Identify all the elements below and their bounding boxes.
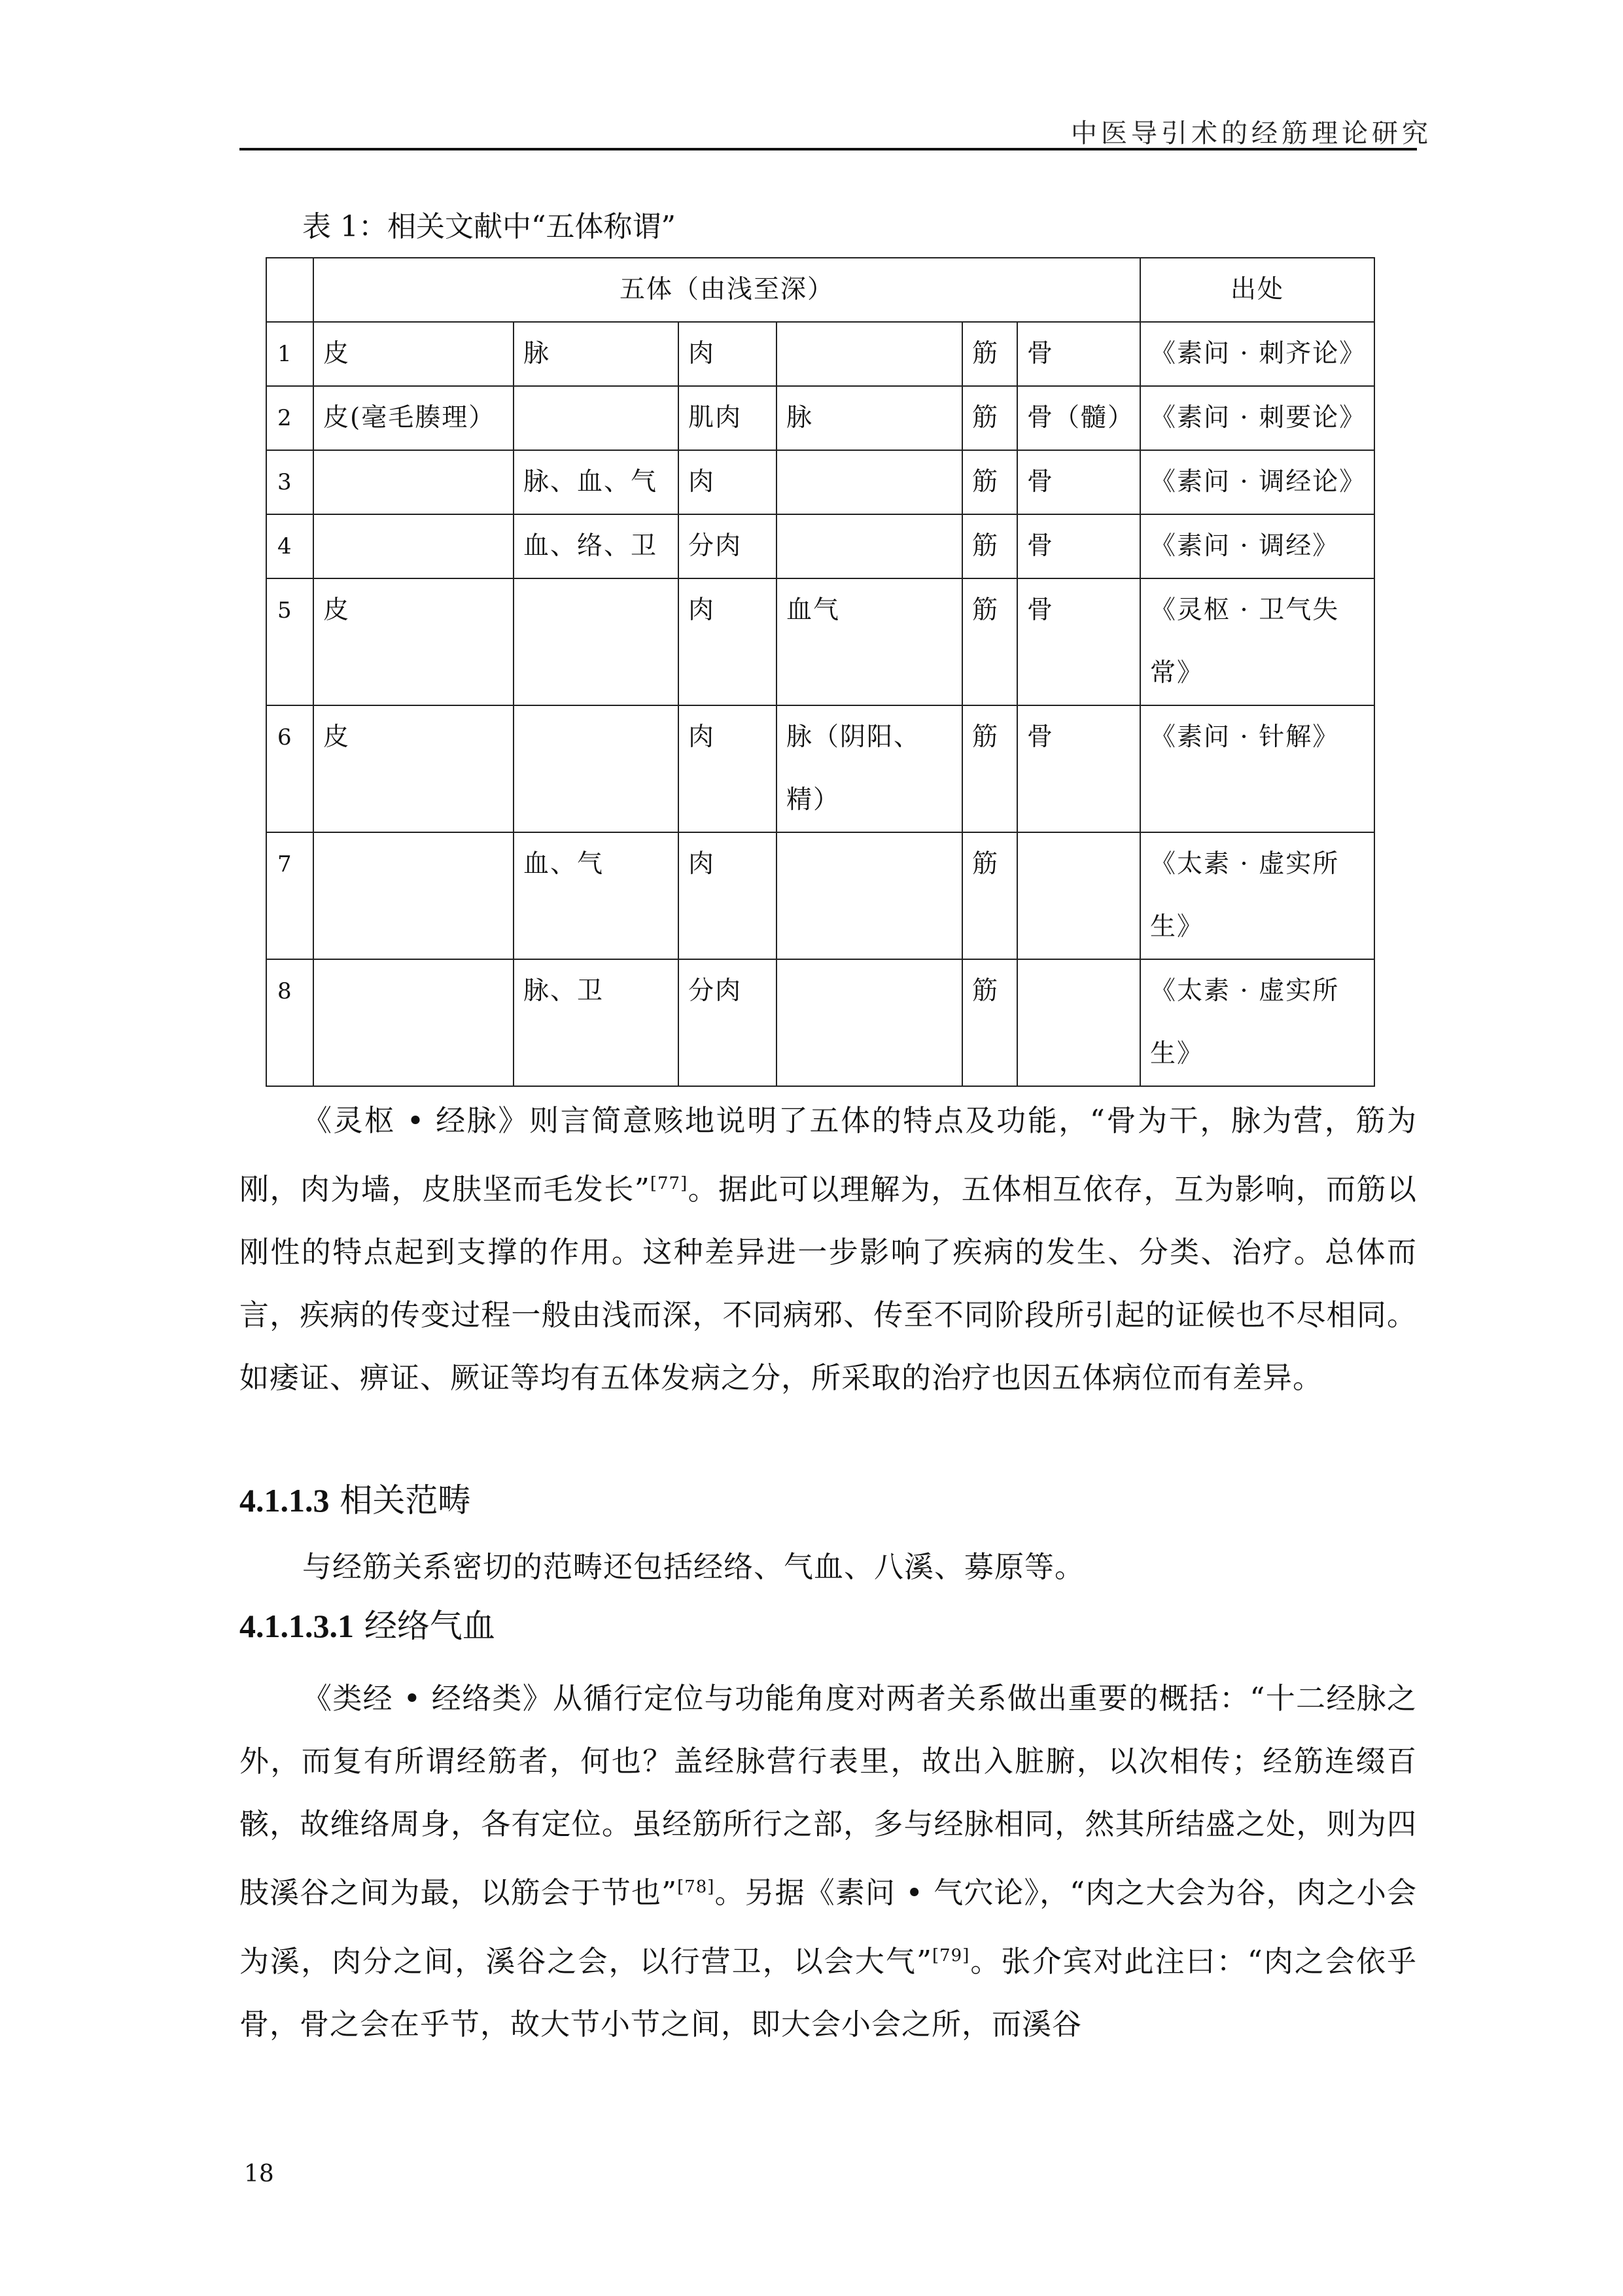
section-title: 经络气血 bbox=[364, 1607, 495, 1645]
table-cell bbox=[313, 832, 514, 959]
header-depth: 五体（由浅至深） bbox=[313, 258, 1140, 322]
running-head: 中医导引术的经筋理论研究 bbox=[1071, 118, 1432, 149]
citation-77: [77] bbox=[650, 1174, 688, 1193]
table-cell bbox=[514, 705, 678, 832]
table-row bbox=[266, 832, 1374, 959]
row-number: 7 bbox=[266, 832, 313, 959]
cell-line: 脉（阴阳、 bbox=[786, 722, 921, 752]
source-cell bbox=[1140, 578, 1374, 705]
table-cell: 脉、卫 bbox=[514, 959, 678, 1086]
table-cell: 肉 bbox=[678, 322, 777, 386]
cell-line: 精） bbox=[786, 785, 841, 815]
table-cell bbox=[514, 386, 678, 450]
section-number: 4.1.1.3 bbox=[239, 1482, 330, 1519]
table-cell bbox=[1017, 832, 1140, 959]
table-caption: 表 1：相关文献中“五体称谓” bbox=[302, 210, 676, 243]
source-cell: 《素问 · 刺要论》 bbox=[1140, 386, 1374, 450]
source-line: 常》 bbox=[1150, 658, 1204, 688]
row-number: 3 bbox=[266, 450, 313, 514]
table-row bbox=[266, 705, 1374, 832]
source-line: 生》 bbox=[1150, 912, 1204, 942]
table-cell: 皮 bbox=[313, 705, 514, 832]
table-cell bbox=[777, 514, 962, 578]
source-cell: 《素问 · 刺齐论》 bbox=[1140, 322, 1374, 386]
table-cell: 脉、血、气 bbox=[514, 450, 678, 514]
row-number: 2 bbox=[266, 386, 313, 450]
source-line: 《太素 · 虚实所 bbox=[1150, 976, 1340, 1006]
table-cell bbox=[313, 450, 514, 514]
source-cell: 《素问 · 调经》 bbox=[1140, 514, 1374, 578]
source-line: 《太素 · 虚实所 bbox=[1150, 849, 1340, 879]
table-cell: 血气 bbox=[777, 578, 962, 705]
source-cell: 《素问 · 针解》 bbox=[1140, 705, 1374, 832]
table-cell: 骨（髓） bbox=[1017, 386, 1140, 450]
table-cell: 皮 bbox=[313, 578, 514, 705]
table-cell: 血、络、卫 bbox=[514, 514, 678, 578]
table-cell bbox=[514, 578, 678, 705]
table-cell: 脉 bbox=[777, 386, 962, 450]
table-cell: 筋 bbox=[962, 322, 1017, 386]
citation-79: [79] bbox=[932, 1946, 970, 1966]
citation-78: [78] bbox=[677, 1877, 715, 1897]
table-cell bbox=[777, 705, 962, 832]
table-cell: 筋 bbox=[962, 450, 1017, 514]
page-number: 18 bbox=[244, 2161, 274, 2187]
header-blank-cell bbox=[266, 258, 313, 322]
section-number: 4.1.1.3.1 bbox=[239, 1608, 354, 1644]
table-cell bbox=[777, 322, 962, 386]
section-heading-4-1-1-3-1 bbox=[239, 1600, 495, 1647]
table-cell bbox=[777, 959, 962, 1086]
row-number: 4 bbox=[266, 514, 313, 578]
source-cell bbox=[1140, 959, 1374, 1086]
source-cell: 《素问 · 调经论》 bbox=[1140, 450, 1374, 514]
table-cell: 肌肉 bbox=[678, 386, 777, 450]
header-rule bbox=[239, 148, 1417, 150]
table-cell: 肉 bbox=[678, 832, 777, 959]
table-cell: 筋 bbox=[962, 514, 1017, 578]
table-cell: 骨 bbox=[1017, 514, 1140, 578]
table-row bbox=[266, 959, 1374, 1086]
row-number: 8 bbox=[266, 959, 313, 1086]
header-source: 出处 bbox=[1140, 258, 1374, 322]
paragraph-related-categories bbox=[239, 1536, 1417, 1598]
table-cell bbox=[313, 959, 514, 1086]
paragraph-five-body: 《灵枢 • 经脉》则言简意赅地说明了五体的特点及功能，“骨为干，脉为营，筋为刚，肉为墙，皮肤坚而毛发长”[77]。据此可以理解为，五体相互依存，互为影响，而筋以刚性的特点起到支撑的作用。这种差异进一步影响了疾病的发生、分类、治疗。总体而言，疾病的传变过程一般由浅而深，不同病邪、传至不同阶段所引起的证候也不尽相同。如痿证、痹证、厥证等均有五体发病之分，所采取的治疗也因五体病位而有差异。 bbox=[239, 1103, 1417, 1395]
para3-text-c: 。张介宾对此注曰：“肉之会依乎骨，骨之会在乎节，故大节小节之间，即大会小会之所，而溪谷 bbox=[239, 1944, 1417, 2041]
table-row bbox=[266, 514, 1374, 578]
table-cell: 分肉 bbox=[678, 959, 777, 1086]
source-line: 《灵枢 · 卫气失 bbox=[1150, 595, 1340, 625]
section-title: 相关范畴 bbox=[340, 1481, 471, 1519]
section-heading-4-1-1-3 bbox=[239, 1474, 470, 1521]
row-number: 5 bbox=[266, 578, 313, 705]
para1-text-a: 《灵枢 • 经脉》则言简意赅地说明了五体的特点及功能，“骨为干，脉为营，筋为刚，肉为墙，皮肤坚而毛发长 bbox=[239, 1103, 1417, 1207]
row-number: 6 bbox=[266, 705, 313, 832]
table-cell: 血、气 bbox=[514, 832, 678, 959]
table-cell bbox=[777, 450, 962, 514]
row-number: 1 bbox=[266, 322, 313, 386]
table-cell: 筋 bbox=[962, 959, 1017, 1086]
table-cell: 肉 bbox=[678, 450, 777, 514]
table-header-row bbox=[266, 258, 1374, 322]
table-cell: 骨 bbox=[1017, 450, 1140, 514]
table-cell: 骨 bbox=[1017, 578, 1140, 705]
table-cell: 肉 bbox=[678, 578, 777, 705]
table-cell: 骨 bbox=[1017, 322, 1140, 386]
five-body-table bbox=[266, 257, 1375, 1087]
table-row bbox=[266, 322, 1374, 386]
table-cell: 肉 bbox=[678, 705, 777, 832]
table-cell bbox=[777, 832, 962, 959]
para3-text-b: 。另据《素问 • 气穴论》，“肉之大会为谷，肉之小会为溪，肉分之间，溪谷之会，以行营卫，以会大气 bbox=[239, 1875, 1417, 1979]
table-cell: 筋 bbox=[962, 705, 1017, 832]
table-cell: 皮(毫毛腠理） bbox=[313, 386, 514, 450]
source-line: 生》 bbox=[1150, 1039, 1204, 1069]
para3-text-a: 《类经 • 经络类》从循行定位与功能角度对两者关系做出重要的概括：“十二经脉之外，而复有所谓经筋者，何也？盖经脉营行表里，故出入脏腑，以次相传；经筋连缀百骸，故维络周身，各有定位。虽经筋所行之部，多与经脉相同，然其所结盛之处，则为四肢溪谷之间为最，以筋会于节也 bbox=[239, 1681, 1417, 1910]
table-cell bbox=[1017, 959, 1140, 1086]
table-row bbox=[266, 450, 1374, 514]
table-cell: 筋 bbox=[962, 386, 1017, 450]
para2-text: 与经筋关系密切的范畴还包括经络、气血、八溪、募原等。 bbox=[302, 1549, 1085, 1584]
table-row bbox=[266, 386, 1374, 450]
table-cell: 皮 bbox=[313, 322, 514, 386]
table-cell: 筋 bbox=[962, 832, 1017, 959]
paragraph-meridian-qi-blood: 《类经 • 经络类》从循行定位与功能角度对两者关系做出重要的概括：“十二经脉之外，而复有所谓经筋者，何也？盖经脉营行表里，故出入脏腑，以次相传；经筋连缀百骸，故维络周身，各有定位。虽经筋所行之部，多与经脉相同，然其所结盛之处，则为四肢溪谷之间为最，以筋会于节也”[78]。另据《素问 • 气穴论》，“肉之大会为谷，肉之小会为溪，肉分之间，溪谷之会，以行营卫，以会大气”[79]。张介宾对此注曰：“肉之会依乎骨，骨之会在乎节，故大节小节之间，即大会小会之所，而溪谷 bbox=[239, 1681, 1417, 2041]
source-cell bbox=[1140, 832, 1374, 959]
table-cell: 筋 bbox=[962, 578, 1017, 705]
table-row bbox=[266, 578, 1374, 705]
para1-text-b: 。据此可以理解为，五体相互依存，互为影响，而筋以刚性的特点起到支撑的作用。这种差异进一步影响了疾病的发生、分类、治疗。总体而言，疾病的传变过程一般由浅而深，不同病邪、传至不同阶段所引起的证候也不尽相同。如痿证、痹证、厥证等均有五体发病之分，所采取的治疗也因五体病位而有差异。 bbox=[239, 1172, 1417, 1395]
table-cell: 分肉 bbox=[678, 514, 777, 578]
table-cell: 脉 bbox=[514, 322, 678, 386]
table-cell bbox=[313, 514, 514, 578]
table-cell: 骨 bbox=[1017, 705, 1140, 832]
